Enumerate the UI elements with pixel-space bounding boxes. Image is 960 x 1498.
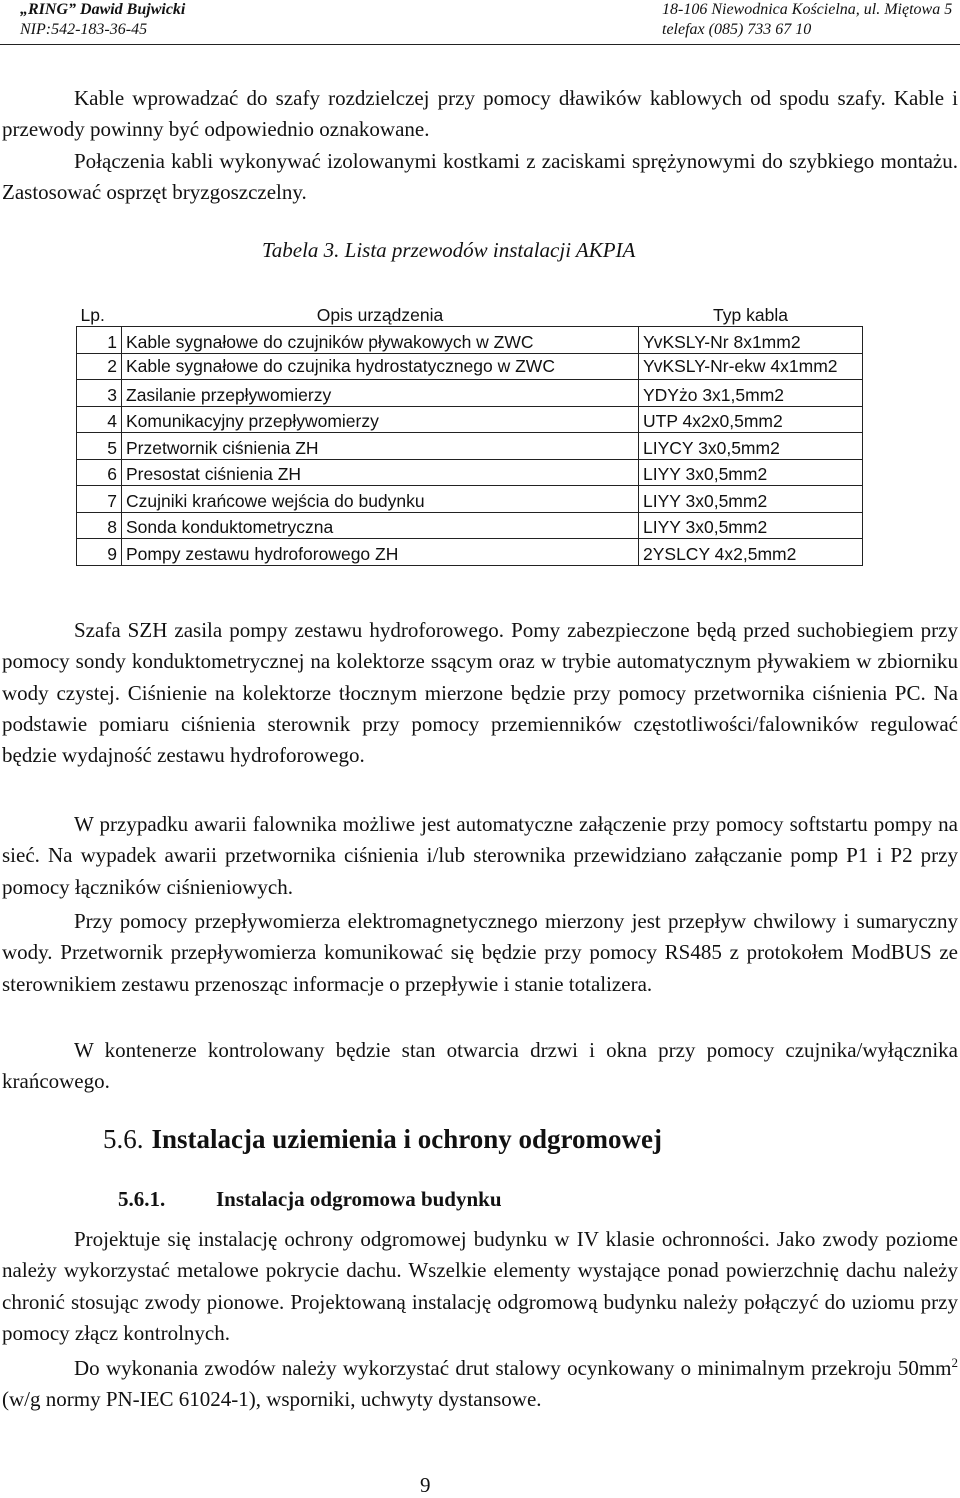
section-title: Instalacja uziemienia i ochrony odgromowej <box>151 1124 662 1154</box>
table-row <box>77 539 863 566</box>
table-row <box>77 406 863 433</box>
cell-opis: Zasilanie przepływomierzy <box>122 380 639 407</box>
header-right <box>662 0 952 40</box>
paragraph-failure <box>2 809 958 903</box>
subsection-title: Instalacja odgromowa budynku <box>216 1187 502 1211</box>
cell-opis: Kable sygnałowe do czujników pływakowych w ZWC <box>122 327 639 354</box>
subsection-heading <box>118 1187 502 1212</box>
table-header-row <box>77 296 863 327</box>
cell-lp: 2 <box>77 353 122 380</box>
cell-typ: LIYY 3x0,5mm2 <box>639 486 863 513</box>
table-row <box>77 486 863 513</box>
subsection-number: 5.6.1. <box>118 1187 166 1211</box>
company-address: 18-106 Niewodnica Kościelna, ul. Miętowa 5 <box>662 1 953 18</box>
page-number: 9 <box>420 1473 431 1497</box>
table-row <box>77 459 863 486</box>
page-header <box>0 0 960 44</box>
paragraph-text: Do wykonania zwodów należy wykorzystać drut stalowy ocynkowany o minimalnym przekroju 50mm <box>74 1356 952 1380</box>
table-row <box>77 380 863 407</box>
header-left <box>20 0 185 40</box>
cell-opis <box>122 353 639 380</box>
paragraph-container <box>2 1035 958 1098</box>
paragraph-flowmeter <box>2 906 958 1000</box>
cell-typ: LIYCY 3x0,5mm2 <box>639 433 863 460</box>
paragraph-text: W kontenerze kontrolowany będzie stan otwarcia drzwi i okna przy pomocy czujnika/wyłącznika krańcowego. <box>2 1038 958 1094</box>
paragraph-text: W przypadku awarii falownika możliwe jest automatyczne załączenie przy pomocy softstartu pompy na sieć. Na wypadek awarii przetwornika ciśnienia i/lub sterownika przewidziano załączanie pomp P1 i P2 przy pomocy łączników ciśnieniowych. <box>2 812 958 899</box>
paragraph-connections <box>2 146 958 209</box>
cell-typ: LIYY 3x0,5mm2 <box>639 512 863 539</box>
paragraph-cable-entry <box>2 83 958 146</box>
paragraph-text-end: (w/g normy PN-IEC 61024-1), wsporniki, uchwyty dystansowe. <box>2 1387 542 1412</box>
table-row <box>77 433 863 460</box>
cell-lp: 1 <box>77 327 122 354</box>
cell-typ: LIYY 3x0,5mm2 <box>639 459 863 486</box>
section-heading <box>103 1124 662 1155</box>
paragraph-text: Kable wprowadzać do szafy rozdzielczej przy pomocy dławików kablowych od spodu szafy. Kable i przewody powinny być odpowiednio oznakowane. <box>2 86 958 142</box>
cell-typ: UTP 4x2x0,5mm2 <box>639 406 863 433</box>
cell-typ: YvKSLY-Nr-ekw 4x1mm2 <box>639 353 863 380</box>
column-header-lp: Lp. <box>77 296 122 327</box>
table-row <box>77 353 863 380</box>
table-row <box>77 327 863 354</box>
cell-lp: 3 <box>77 380 122 407</box>
paragraph-text: Szafa SZH zasila pompy zestawu hydroforowego. Pomy zabezpieczone będą przed suchobiegiem przy pomocy sondy konduktometrycznej na kolektorze ssącym oraz w trybie automatycznym pływakiem w zbiorniku wody czystej. Ciśnienie na kolektorze tłocznym mierzone będzie przy pomocy przetwornika ciśnienia PC. Na podstawie pomiaru ciśnienia sterownik przy pomocy przemienników częstotliwości/falowników regulować będzie wydajność zestawu hydroforowego. <box>2 618 958 768</box>
cell-opis: Komunikacyjny przepływomierzy <box>122 406 639 433</box>
cable-list-table <box>76 296 863 566</box>
cell-typ: 2YSLCY 4x2,5mm2 <box>639 539 863 566</box>
cell-opis: Czujniki krańcowe wejścia do budynku <box>122 486 639 513</box>
table-row <box>77 512 863 539</box>
cell-typ: YvKSLY-Nr 8x1mm2 <box>639 327 863 354</box>
company-nip: NIP:542-183-36-45 <box>20 21 148 38</box>
paragraph-conductors <box>2 1353 958 1416</box>
cell-opis: Przetwornik ciśnienia ZH <box>122 433 639 460</box>
paragraph-lightning <box>2 1224 958 1349</box>
cell-lp: 4 <box>77 406 122 433</box>
section-number: 5.6. <box>103 1124 144 1154</box>
cell-opis: Presostat ciśnienia ZH <box>122 459 639 486</box>
header-divider <box>0 44 960 45</box>
company-name: „RING” Dawid Bujwicki <box>20 1 186 18</box>
cell-lp: 8 <box>77 512 122 539</box>
table-caption: Tabela 3. Lista przewodów instalacji AKPIA <box>262 238 636 262</box>
cell-lp: 6 <box>77 459 122 486</box>
cell-opis-text: Kable sygnałowe do czujnika hydrostatycznego w ZWC <box>126 356 555 376</box>
cell-opis: Sonda konduktometryczna <box>122 512 639 539</box>
column-header-opis: Opis urządzenia <box>122 296 639 327</box>
cell-opis: Pompy zestawu hydroforowego ZH <box>122 539 639 566</box>
cell-lp: 7 <box>77 486 122 513</box>
cell-lp: 9 <box>77 539 122 566</box>
superscript: 2 <box>951 1355 958 1370</box>
paragraph-text: Przy pomocy przepływomierza elektromagnetycznego mierzony jest przepływ chwilowy i sumaryczny wody. Przetwornik przepływomierza komunikować się będzie przy pomocy RS485 z protokołem ModBUS ze sterownikiem zestawu przenosząc informacje o przepływie i stanie totalizera. <box>2 909 958 996</box>
paragraph-text: Połączenia kabli wykonywać izolowanymi kostkami z zaciskami sprężynowymi do szybkiego montażu. Zastosować osprzęt bryzgoszczelny. <box>2 149 958 205</box>
company-contact: telefax (085) 733 67 10 <box>662 21 812 38</box>
column-header-typ: Typ kabla <box>639 296 863 327</box>
cell-lp: 5 <box>77 433 122 460</box>
cell-typ: YDYżo 3x1,5mm2 <box>639 380 863 407</box>
paragraph-text: Projektuje się instalację ochrony odgromowej budynku w IV klasie ochronności. Jako zwody poziome należy wykorzystać metalowe pokrycie dachu. Wszelkie elementy wystające ponad powierzchnię dachu należy chronić stosując zwody pionowe. Projektowaną instalację odgromową budynku należy połączyć do uziomu przy pomocy złącz kontrolnych. <box>2 1227 958 1345</box>
paragraph-szh <box>2 615 958 771</box>
